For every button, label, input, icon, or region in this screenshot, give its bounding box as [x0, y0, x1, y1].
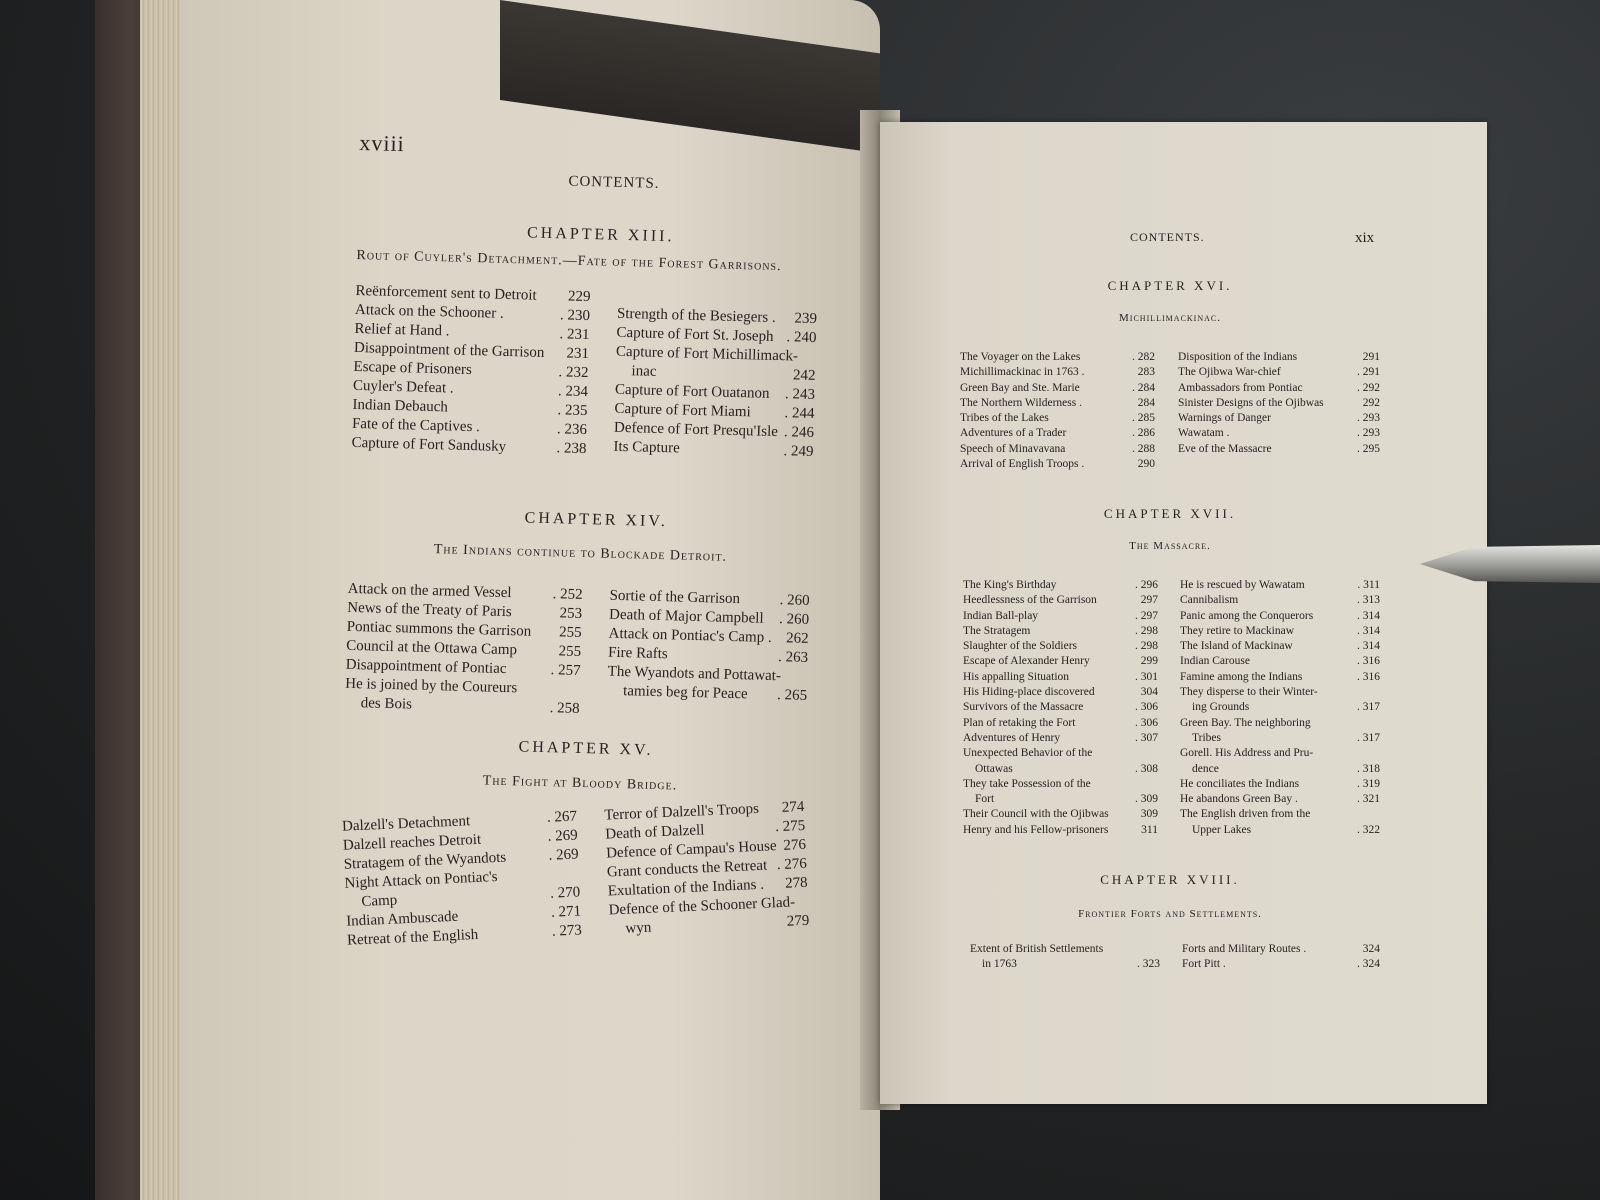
toc-entry [1180, 639, 1380, 654]
toc-entry-title: Grant conducts the Retreat [606, 857, 768, 881]
toc-entry [1180, 624, 1380, 639]
toc-entry-page: . 275 [774, 817, 806, 836]
toc-entry-page [1376, 716, 1380, 731]
toc-entry-page: 304 [1140, 686, 1158, 699]
toc-entry-page: 297 [1140, 594, 1158, 607]
toc-entry-page: . 323 [1137, 958, 1160, 971]
toc-entry-page: 239 [794, 310, 818, 328]
toc-entry-title: They take Possession of the [963, 777, 1091, 790]
toc-entry-page: . 236 [556, 421, 588, 439]
toc-entry [963, 777, 1158, 792]
toc-entry-title: Disposition of the Indians [1178, 351, 1298, 363]
toc-entry-title: Michillimackinac in 1763 . [960, 366, 1085, 379]
toc-entry [1180, 654, 1380, 669]
toc-entry [960, 365, 1155, 380]
chapter-subtitle: The Indians continue to Blockade Detroit. [433, 542, 728, 565]
toc-entry-title: The Island of Mackinaw [1180, 640, 1293, 653]
toc-entry [1182, 957, 1380, 972]
toc-entry-title: Death of Major Campbell [608, 606, 764, 627]
toc-entry-title: Extent of British Settlements [970, 943, 1104, 955]
toc-entry-title: Dalzell's Detachment [341, 813, 471, 835]
toc-entry [963, 792, 1158, 807]
toc-entry-title: Capture of Fort Michillimack- [615, 343, 799, 365]
toc-entry-page: . 284 [1132, 381, 1155, 394]
running-head-left: CONTENTS. [568, 173, 660, 192]
toc-entry-page: . 306 [1135, 716, 1158, 729]
toc-entry [1178, 350, 1380, 365]
toc-entry-title: Death of Dalzell [604, 822, 705, 843]
toc-entry [960, 442, 1155, 457]
toc-entry [963, 654, 1158, 669]
toc-column [344, 580, 582, 719]
toc-entry [1180, 700, 1380, 715]
toc-entry-title: Pontiac summons the Garrison [346, 618, 532, 640]
toc-entry-title: Tribes [1192, 731, 1221, 744]
toc-entry-page: . 314 [1357, 609, 1380, 622]
toc-entry-page: . 293 [1357, 427, 1380, 440]
toc-entry [1180, 685, 1380, 700]
toc-entry-title: Ambassadors from Pontiac [1178, 381, 1303, 394]
toc-entry-title: Defence of Campau's House [605, 838, 777, 862]
toc-entry [1182, 942, 1380, 957]
toc-entry-page: 242 [792, 367, 816, 385]
toc-entry-page: . 307 [1135, 731, 1158, 744]
toc-entry-title: He conciliates the Indians [1180, 777, 1300, 790]
toc-entry-title: Exultation of the Indians . [607, 876, 765, 900]
toc-entry-page: . 270 [549, 884, 581, 902]
toc-column [604, 798, 810, 940]
toc-entry-title: Eve of the Massacre [1178, 442, 1272, 455]
chapter-subtitle: The Massacre. [1129, 540, 1211, 552]
toc-entry-title: The English driven from the [1180, 808, 1311, 821]
toc-entry-page: . 317 [1357, 701, 1380, 714]
toc-entry-title: Wawatam . [1178, 427, 1230, 440]
chapter-heading: CHAPTER XVIII. [1100, 872, 1240, 887]
toc-entry-title: Panic among the Conquerors [1180, 609, 1314, 622]
toc-entry-title: Indian Carouse [1180, 655, 1250, 668]
toc-entry-page: . 260 [778, 611, 810, 628]
toc-entry-page: 324 [1362, 943, 1380, 955]
toc-entry-page: . 309 [1135, 793, 1158, 806]
toc-entry [1178, 442, 1380, 457]
toc-entry-title: Fort [975, 793, 995, 806]
toc-entry-title: Cuyler's Defeat . [352, 377, 454, 397]
toc-entry-title: They retire to Mackinaw [1180, 624, 1294, 637]
toc-entry-page: . 249 [783, 443, 814, 460]
toc-entry-title: Relief at Hand . [354, 320, 450, 340]
toc-entry-title: Stratagem of the Wyandots [343, 849, 507, 873]
toc-entry-title: Indian Debauch [352, 396, 449, 416]
toc-entry-title: Forts and Military Routes . [1182, 943, 1307, 955]
toc-entry-title: Slaughter of the Soldiers [963, 640, 1078, 653]
toc-entry-title: The Voyager on the Lakes [960, 351, 1081, 363]
toc-entry [963, 578, 1158, 593]
toc-entry-page: . 267 [546, 808, 578, 826]
toc-entry [1180, 578, 1380, 593]
toc-entry-title: Adventures of a Trader [960, 427, 1067, 440]
toc-entry-title: Terror of Dalzell's Troops [604, 800, 760, 824]
toc-entry-title: Fire Rafts [607, 644, 668, 663]
toc-entry-page: 292 [1362, 396, 1380, 409]
toc-entry-title: Dalzell reaches Detroit [342, 831, 482, 854]
toc-entry [960, 457, 1155, 472]
toc-entry-page: . 301 [1135, 670, 1158, 683]
toc-entry-page: 291 [1362, 351, 1380, 363]
toc-entry-title: des Bois [360, 695, 413, 713]
toc-entry [1180, 716, 1380, 731]
toc-entry-title: Reënforcement sent to Detroit [355, 282, 537, 304]
running-head-right: CONTENTS. [1130, 230, 1205, 244]
toc-entry-title: Henry and his Fellow-prisoners [963, 823, 1109, 836]
toc-entry [963, 685, 1158, 700]
toc-entry-page: 311 [1141, 823, 1158, 836]
toc-entry-title: Strength of the Besiegers . [616, 305, 776, 326]
toc-entry-title: inac [631, 363, 657, 380]
toc-entry [1180, 777, 1380, 792]
toc-entry-title: Defence of the Schooner Glad- [608, 894, 796, 919]
toc-entry-title: Capture of Fort Ouatanon [614, 381, 770, 402]
toc-entry-page: . 318 [1357, 762, 1380, 775]
toc-entry-page [1156, 942, 1160, 957]
toc-entry-page: 231 [566, 345, 590, 363]
toc-entry-page: . 260 [779, 592, 810, 609]
toc-entry [963, 639, 1158, 654]
toc-entry-title: Its Capture [613, 438, 680, 457]
toc-entry-title: Capture of Fort St. Joseph [616, 324, 774, 345]
toc-entry-page: . 269 [548, 846, 579, 864]
toc-entry-page: 278 [784, 874, 808, 892]
toc-entry [963, 731, 1158, 746]
toc-entry-title: Gorell. His Address and Pru- [1180, 747, 1314, 760]
toc-entry-page: . 257 [550, 662, 581, 679]
toc-entry-page: . 240 [786, 329, 817, 347]
toc-entry-title: Sinister Designs of the Ojibwas [1178, 396, 1324, 409]
toc-entry-title: His Hiding-place discovered [963, 686, 1095, 699]
toc-entry-title: Upper Lakes [1192, 823, 1252, 836]
toc-entry-page: 229 [567, 288, 591, 306]
toc-entry-page: 279 [786, 912, 810, 930]
toc-column [1180, 578, 1380, 838]
toc-entry-title: Fate of the Captives . [351, 415, 481, 436]
toc-column [607, 587, 810, 706]
toc-entry-page: . 297 [1135, 609, 1158, 622]
toc-entry [1180, 823, 1380, 838]
toc-entry-title: The Ojibwa War-chief [1178, 366, 1281, 379]
toc-entry-title: Famine among the Indians [1180, 670, 1303, 683]
chapter-heading: CHAPTER XIV. [524, 509, 669, 531]
toc-entry-title: Plan of retaking the Fort [963, 716, 1076, 729]
toc-entry [1180, 807, 1380, 822]
toc-entry-title: The Wyandots and Pottawat- [607, 663, 782, 685]
toc-entry [1180, 670, 1380, 685]
toc-entry-page: 262 [785, 630, 809, 647]
toc-entry-title: He is joined by the Coureurs [345, 675, 518, 697]
toc-entry-title: Disappointment of the Garrison [353, 339, 545, 361]
toc-entry-page: . 317 [1357, 731, 1380, 744]
chapter-heading: CHAPTER XV. [518, 738, 654, 759]
toc-entry [960, 381, 1155, 396]
toc-entry-title: Fort Pitt . [1182, 958, 1226, 971]
toc-entry-page: . 273 [551, 922, 583, 940]
toc-entry-page: . 285 [1132, 412, 1155, 425]
toc-entry-page: . 234 [557, 383, 589, 401]
toc-entry-title: Capture of Fort Sandusky [351, 434, 507, 455]
toc-entry [1180, 609, 1380, 624]
toc-entry-page [1154, 777, 1158, 792]
toc-entry-title: Unexpected Behavior of the [963, 747, 1093, 760]
toc-entry [1178, 365, 1380, 380]
toc-entry [1180, 746, 1380, 761]
toc-entry-title: News of the Treaty of Paris [347, 599, 512, 621]
toc-entry-page: 255 [558, 624, 582, 641]
toc-entry [960, 426, 1155, 441]
toc-entry [1178, 381, 1380, 396]
toc-entry-title: He is rescued by Wawatam [1180, 579, 1305, 591]
toc-entry-title: His appalling Situation [963, 670, 1070, 683]
toc-entry [970, 942, 1160, 957]
folio-left: xviii [359, 129, 406, 157]
toc-entry-page: . 314 [1357, 624, 1380, 637]
toc-entry-title: The Northern Wilderness . [960, 396, 1082, 409]
toc-entry-page: . 269 [547, 827, 579, 845]
toc-entry-page: . 291 [1357, 366, 1380, 379]
toc-entry-page: . 321 [1357, 793, 1380, 806]
toc-entry-title: Adventures of Henry [963, 731, 1061, 744]
toc-entry [1178, 426, 1380, 441]
toc-entry-title: Defence of Fort Presqu'Isle [613, 419, 779, 441]
toc-entry [1180, 593, 1380, 608]
toc-entry-title: Escape of Prisoners [353, 358, 473, 379]
toc-entry [1180, 762, 1380, 777]
toc-entry-page: . 286 [1132, 427, 1155, 440]
toc-entry-page: . 246 [783, 424, 815, 441]
toc-entry-page: . 316 [1357, 655, 1380, 668]
toc-entry-title: Capture of Fort Miami [614, 400, 751, 421]
toc-column [970, 942, 1160, 973]
chapter-heading: CHAPTER XVI. [1107, 278, 1233, 293]
toc-entry-page: . 322 [1357, 823, 1380, 836]
toc-entry-page: . 271 [550, 903, 582, 921]
toc-entry-page: . 311 [1357, 579, 1380, 591]
toc-entry-page: . 308 [1135, 762, 1158, 775]
toc-entry-page: . 319 [1357, 777, 1380, 790]
toc-entry-page: . 316 [1357, 670, 1380, 683]
toc-entry [963, 746, 1158, 761]
toc-entry-page [810, 348, 816, 367]
toc-entry-page: . 296 [1135, 579, 1158, 591]
toc-entry-title: Green Bay. The neighboring [1180, 716, 1311, 729]
toc-entry-title: Heedlessness of the Garrison [963, 594, 1097, 607]
toc-entry-title: wyn [625, 919, 652, 937]
toc-entry-page: . 243 [784, 386, 816, 404]
toc-entry [1178, 396, 1380, 411]
toc-entry [960, 350, 1155, 365]
toc-entry-title: Attack on the Schooner . [354, 301, 504, 322]
toc-entry-title: Night Attack on Pontiac's [344, 869, 498, 892]
toc-entry [963, 670, 1158, 685]
toc-entry-page: 290 [1137, 458, 1155, 471]
toc-entry-page: 309 [1140, 808, 1158, 821]
toc-entry-page [1154, 746, 1158, 761]
toc-entry-page: 284 [1137, 396, 1155, 409]
toc-entry-title: He abandons Green Bay . [1180, 793, 1298, 806]
toc-column [342, 808, 583, 951]
toc-entry-page: . 244 [784, 405, 815, 422]
toc-entry-page: . 282 [1132, 351, 1155, 363]
toc-entry-title: Council at the Ottawa Camp [346, 637, 518, 659]
toc-entry-title: The King's Birthday [963, 579, 1057, 591]
toc-entry [1180, 792, 1380, 807]
toc-entry-page: . 252 [552, 586, 583, 603]
toc-entry-page: . 232 [558, 364, 589, 382]
toc-entry [960, 396, 1155, 411]
chapter-subtitle: Frontier Forts and Settlements. [1078, 908, 1262, 920]
toc-entry-title: Warnings of Danger [1178, 412, 1271, 425]
toc-entry-title: Camp [361, 892, 398, 910]
toc-entry [1178, 411, 1380, 426]
toc-entry-page: . 298 [1135, 624, 1158, 637]
toc-entry-page [1376, 685, 1380, 700]
toc-entry [963, 593, 1158, 608]
toc-column [963, 578, 1158, 838]
toc-entry [960, 411, 1155, 426]
toc-entry-title: Retreat of the English [346, 926, 479, 949]
toc-entry [963, 823, 1158, 838]
toc-entry-page: . 295 [1357, 442, 1380, 455]
toc-entry-title: Arrival of English Troops . [960, 458, 1085, 471]
toc-entry-title: ing Grounds [1192, 701, 1250, 714]
toc-entry [963, 762, 1158, 777]
toc-entry-title: The Stratagem [963, 624, 1031, 637]
toc-entry-title: in 1763 [982, 958, 1017, 971]
folio-right: xix [1355, 230, 1375, 246]
toc-entry-page [802, 893, 809, 912]
toc-entry-page: . 298 [1135, 640, 1158, 653]
toc-entry-page: . 314 [1357, 640, 1380, 653]
toc-entry-page: . 231 [559, 326, 590, 344]
toc-entry-page: . 288 [1132, 442, 1155, 455]
toc-entry-page: . 263 [777, 649, 809, 666]
toc-entry-page: . 230 [559, 307, 591, 325]
toc-entry-page: . 258 [549, 700, 580, 717]
toc-entry [963, 807, 1158, 822]
toc-entry-title: Indian Ball-play [963, 609, 1039, 622]
toc-column [613, 305, 817, 462]
toc-entry-title: Indian Ambuscade [345, 908, 459, 930]
toc-column [351, 282, 590, 459]
toc-entry-page: 255 [558, 643, 582, 660]
toc-entry-page [574, 681, 580, 700]
toc-entry-page [1376, 746, 1380, 761]
toc-entry-title: dence [1192, 762, 1219, 775]
toc-entry-page [801, 668, 807, 687]
toc-entry-title: Speech of Minavavana [960, 442, 1066, 455]
toc-entry-page [1376, 807, 1380, 822]
toc-entry-title: Cannibalism [1180, 594, 1239, 607]
toc-entry-title: Disappointment of Pontiac [345, 656, 507, 678]
chapter-subtitle: Rout of Cuyler's Detachment.—Fate of the Forest Garrisons. [356, 247, 782, 275]
toc-entry-page: . 313 [1357, 594, 1380, 607]
toc-entry [1180, 731, 1380, 746]
toc-entry-page [573, 864, 580, 883]
toc-entry [970, 957, 1160, 972]
toc-entry-page: . 265 [776, 687, 808, 704]
toc-entry [963, 609, 1158, 624]
toc-entry-title: Survivors of the Massacre [963, 701, 1084, 714]
toc-entry-title: Green Bay and Ste. Marie [960, 381, 1080, 394]
chapter-subtitle: Michillimackinac. [1119, 312, 1221, 324]
chapter-heading: CHAPTER XVII. [1103, 506, 1237, 521]
toc-entry-page: . 306 [1135, 701, 1158, 714]
toc-entry-page: . 238 [556, 440, 587, 458]
toc-entry-title: Ottawas [975, 762, 1013, 775]
chapter-subtitle: The Fight at Bloody Bridge. [482, 773, 678, 794]
toc-entry-page: . 292 [1357, 381, 1380, 394]
toc-entry-page: 299 [1140, 655, 1158, 668]
toc-entry-title: Escape of Alexander Henry [963, 655, 1090, 668]
toc-entry-page: . 235 [557, 402, 588, 420]
toc-entry-page: 276 [783, 836, 807, 854]
toc-entry [963, 700, 1158, 715]
toc-entry [963, 624, 1158, 639]
toc-entry [963, 716, 1158, 731]
chapter-heading: CHAPTER XIII. [526, 224, 675, 246]
toc-entry-title: They disperse to their Winter- [1180, 686, 1318, 699]
toc-entry-title: Attack on Pontiac's Camp . [608, 625, 772, 646]
toc-entry-title: tamies beg for Peace [622, 683, 748, 703]
toc-entry-page: 253 [559, 605, 583, 622]
toc-entry-page: 283 [1137, 366, 1155, 379]
toc-entry-page: . 276 [776, 855, 808, 874]
toc-entry-page: . 324 [1357, 958, 1380, 971]
toc-entry-title: Attack on the armed Vessel [347, 580, 512, 602]
toc-column [960, 350, 1155, 472]
toc-entry-title: Their Council with the Ojibwas [963, 808, 1109, 821]
toc-entry-page: 274 [781, 798, 805, 816]
toc-entry-title: Tribes of the Lakes [960, 412, 1049, 425]
toc-entry-title: Sortie of the Garrison [609, 587, 741, 608]
toc-entry-page: . 293 [1357, 412, 1380, 425]
toc-column [1182, 942, 1380, 973]
toc-column [1178, 350, 1380, 457]
